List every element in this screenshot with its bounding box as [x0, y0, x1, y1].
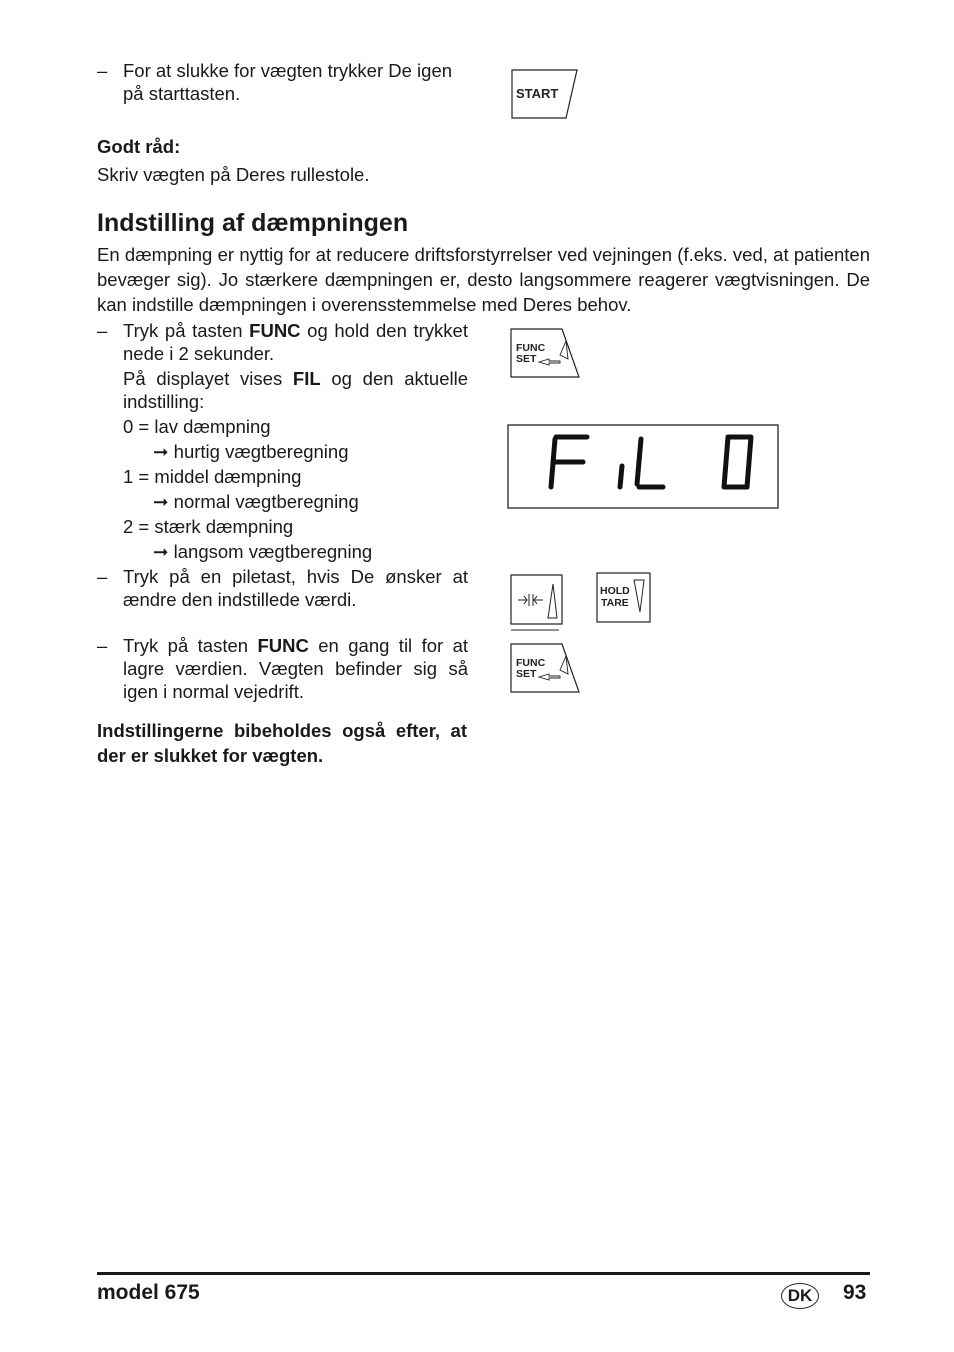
country-badge: DK [781, 1283, 819, 1309]
level-0-label: 0 = lav dæmpning [123, 416, 271, 437]
arrow-right-icon: ➞ [153, 441, 169, 462]
func-set-icon [510, 328, 581, 379]
step1-text-d: og den aktuelle indstilling: [123, 368, 468, 412]
start-key-icon [511, 69, 579, 120]
step3-text-a: Tryk på tasten [123, 635, 258, 656]
set-key-label: SET [516, 353, 537, 365]
zero-key-icon [510, 574, 564, 634]
fil-keyword: FIL [292, 368, 321, 389]
arrow-right-icon: ➞ [153, 541, 169, 562]
step2-text: Tryk på en piletast, hvis De ønsker at ændre den indstillede værdi. [123, 566, 468, 610]
level-0-result-text: hurtig vægtberegning [173, 441, 349, 462]
arrow-right-icon: ➞ [153, 491, 169, 512]
list-dash: – [97, 635, 108, 656]
tip-text: Skriv vægten på Deres rullestole. [97, 164, 370, 185]
set-key-label: SET [516, 668, 537, 680]
note-text: Indstillingerne bibeholdes også efter, at der er slukket for vægten. [97, 720, 467, 766]
func-keyword: FUNC [257, 635, 309, 656]
func-keyword: FUNC [249, 320, 301, 341]
step3-text-b: en gang til for at lagre værdien. Vægten befinder sig så igen i normal vejedrift. [123, 635, 468, 702]
footer-model: model 675 [97, 1281, 200, 1304]
intro-text: For at slukke for vægten trykker De igen på starttasten. [123, 60, 453, 104]
step3-text [123, 634, 468, 703]
weight-display [507, 424, 779, 510]
step1-text-b: og hold den trykket nede i 2 sekunder. [123, 320, 468, 364]
level-1-result [153, 490, 498, 513]
step1-text [123, 319, 468, 365]
hold-tare-icon [596, 572, 652, 624]
tare-key-label: TARE [601, 597, 629, 609]
func-key-label: FUNC [516, 657, 546, 669]
section-paragraph: En dæmpning er nyttig for at reducere driftsforstyrrelser ved vejningen (f.eks. ved, at patienten bevæger sig). Jo stærkere dæmpningen er, desto langsommere reagerer vægtvisningen. De kan indstille dæmpningen i overensstemmelse med Deres behov. [97, 244, 870, 315]
level-1-result-text: normal vægtberegning [173, 491, 359, 512]
level-1-label: 1 = middel dæmpning [123, 466, 302, 487]
footer-rule [97, 1272, 870, 1275]
step1-display-text [123, 367, 468, 413]
tip-heading: Godt råd: [97, 136, 181, 157]
step1-text-a: Tryk på tasten [123, 320, 250, 341]
page-number: 93 [843, 1281, 867, 1304]
func-set-icon [510, 643, 581, 694]
func-key-label: FUNC [516, 342, 546, 354]
list-dash: – [97, 320, 108, 341]
level-2-label: 2 = stærk dæmpning [123, 516, 294, 537]
hold-key-label: HOLD [600, 585, 630, 597]
list-dash: – [97, 566, 108, 587]
step1-text-c: På displayet vises [123, 368, 293, 389]
list-dash: – [97, 60, 108, 81]
level-0-result [153, 440, 498, 463]
level-2-result [153, 540, 498, 563]
level-2-result-text: langsom vægtberegning [173, 541, 373, 562]
section-title: Indstilling af dæmpningen [97, 209, 409, 237]
start-key-label: START [516, 86, 559, 101]
